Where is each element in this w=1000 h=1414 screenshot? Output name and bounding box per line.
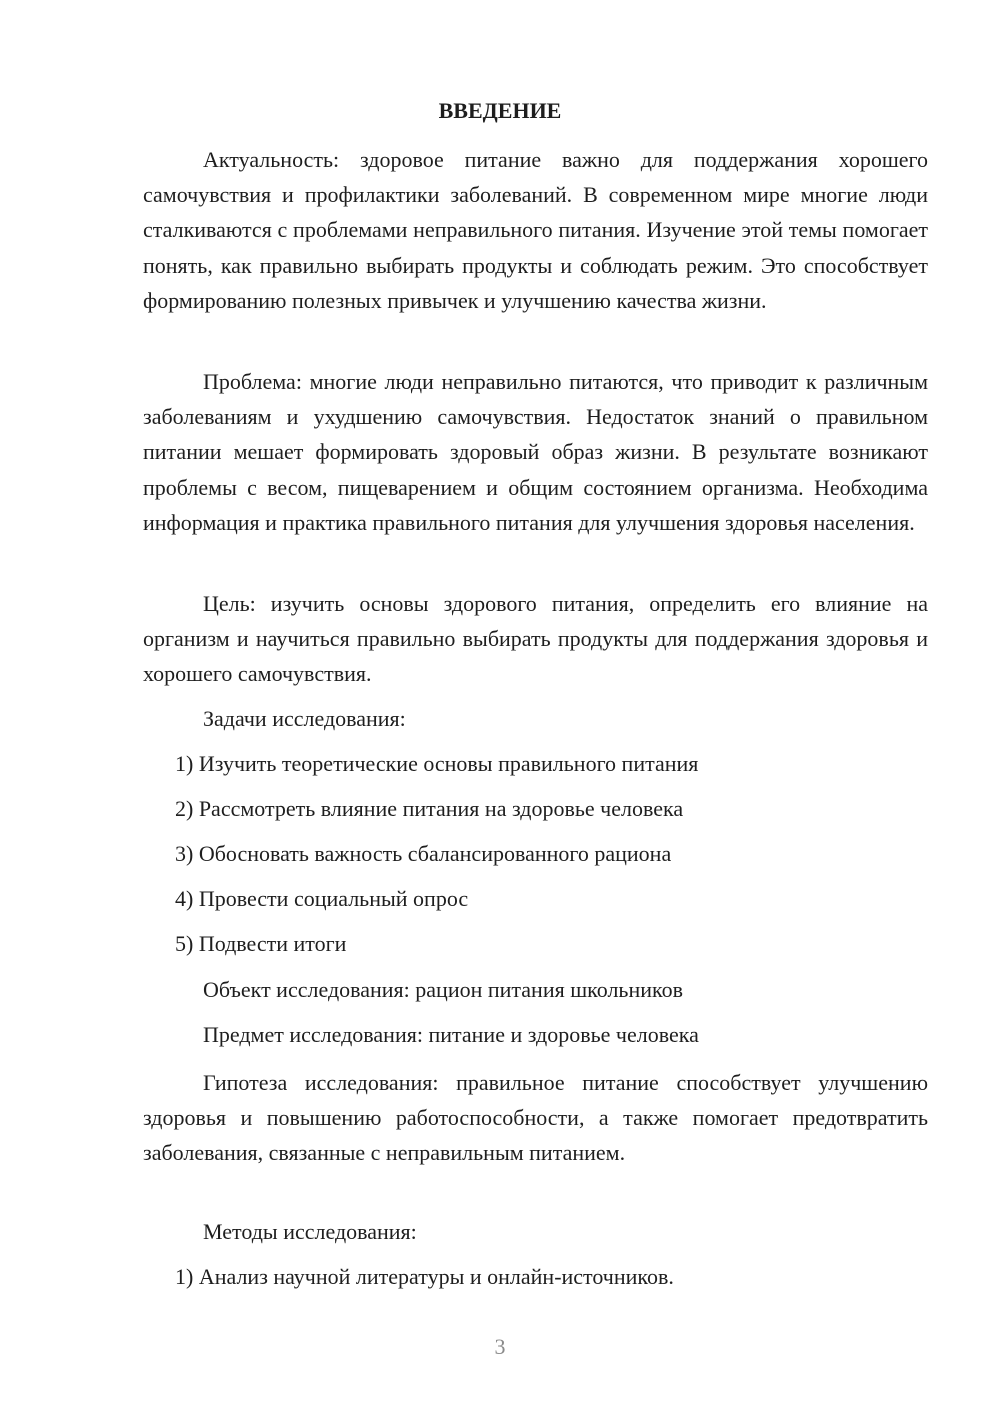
problem-paragraph: Проблема: многие люди неправильно питаются, что приводит к различным заболеваниям и ухудшению самочувствия. Недостаток знаний о правильном питании мешает формировать здоровый образ жизни. В результате возникают проблемы с весом, пищеварением и общим состоянием организма. Необходима информация и практика правильного питания для улучшения здоровья населения. <box>143 369 928 535</box>
research-subject: Предмет исследования: питание и здоровье человека <box>203 1022 699 1047</box>
list-item: 5) Подвести итоги <box>175 931 347 956</box>
page-title: ВВЕДЕНИЕ <box>438 98 562 123</box>
tasks-heading: Задачи исследования: <box>203 706 406 731</box>
goal-paragraph: Цель: изучить основы здорового питания, определить его влияние на организм и научиться правильно выбирать продукты для поддержания здоровья и хорошего самочувствия. <box>143 591 928 687</box>
research-object: Объект исследования: рацион питания школьников <box>203 977 683 1002</box>
list-item: 1) Анализ научной литературы и онлайн-источников. <box>175 1264 674 1289</box>
page-number: 3 <box>494 1334 506 1359</box>
list-item: 4) Провести социальный опрос <box>175 886 469 911</box>
methods-heading: Методы исследования: <box>203 1219 417 1244</box>
hypothesis-paragraph: Гипотеза исследования: правильное питание способствует улучшению здоровья и повышению работоспособности, а также помогает предотвратить заболевания, связанные с неправильным питанием. <box>143 1070 928 1166</box>
relevance-paragraph: Актуальность: здоровое питание важно для поддержания хорошего самочувствия и профилактики заболеваний. В современном мире многие люди сталкиваются с проблемами неправильного питания. Изучение этой темы помогает понять, как правильно выбирать продукты и соблюдать режим. Это способствует формированию полезных привычек и улучшению качества жизни. <box>143 147 928 313</box>
list-item: 1) Изучить теоретические основы правильного питания <box>175 751 699 776</box>
list-item: 3) Обосновать важность сбалансированного рациона <box>175 841 672 866</box>
list-item: 2) Рассмотреть влияние питания на здоровье человека <box>175 796 684 821</box>
